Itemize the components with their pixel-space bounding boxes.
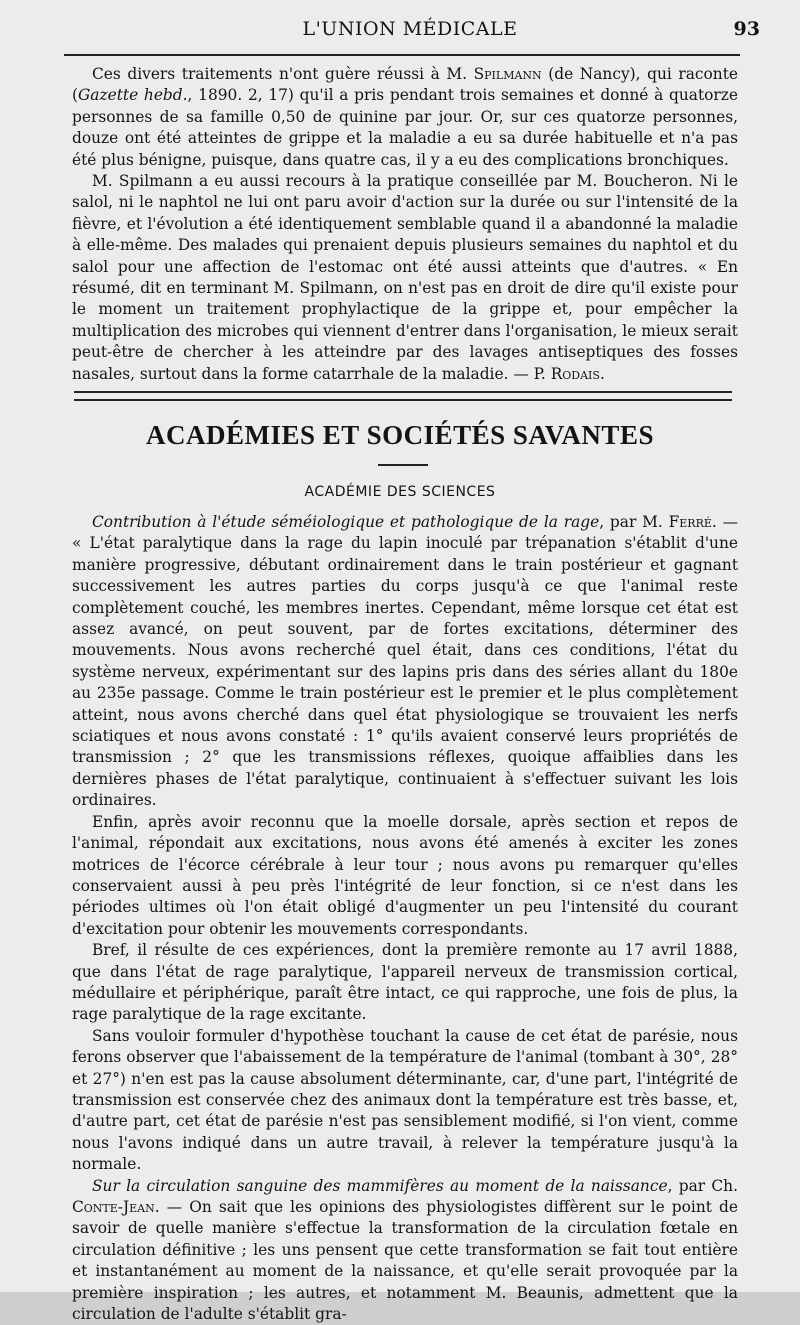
subsection-title: ACADÉMIE DES SCIENCES [304, 484, 496, 500]
text-run: Enfin, après avoir reconnu que la moelle dorsale, après section et repos de l'animal, répondait aux excitations, nous avons été amenés à exciter les zones motrices de l'écorce cérébrale à leur tour ; nous avons pu remarquer qu'elles conservaient aussi à peu près l'intégrité de leur fonction, si ce n'est dans les périodes ultimes où l'on était obligé d'augmenter un peu l'intensité du courant d'excitation pour obtenir les mouvements correspondants. [72, 812, 738, 938]
text-run: . — « L'état paralytique dans la rage du lapin inoculé par trépanation s'établit d'une manière progressive, débutant ordinairement dans le train postérieur et gagnant successivement les autres parties du corps jusqu'à ce que l'animal reste complètement couché, les membres inertes. Cependant, même lorsque cet état est assez avancé, on peut souvent, par de fortes excitations, déterminer des mouvements. Nous avons recherché quel était, dans ces conditions, l'état du système nerveux, expérimentant sur des lapins pris dans des séries allant du 180e au 235e passage. Comme le train postérieur est le premier et le plus complètement atteint, nous avons cherché dans quel état physiologique se trouvaient les nerfs sciatiques et nous avons constaté : 1° qu'ils avaient conservé leurs propriétés de transmission ; 2° que les transmissions réflexes, quoique affaiblies dans les dernières phases de l'état paralytique, continuaient à s'effectuer suivant les lois ordinaires. [72, 513, 738, 810]
section-title: ACADÉMIES ET SOCIÉTÉS SAVANTES [146, 420, 654, 450]
text-run: Sans vouloir formuler d'hypothèse touchant la cause de cet état de parésie, nous ferons observer que l'abaissement de la température de l'animal (tombant à 30°, 28° et 27°) n'en est pas la cause absolument déterminante, car, d'une part, l'intégrité de transmission est conservée chez des animaux dont la température est très basse, et, d'autre part, cet état de parésie n'est pas sensiblement modifié, si l'on vient, comme nous l'avons indiqué dans un autre travail, à relever la température jusqu'à la normale. [72, 1026, 738, 1174]
text-run: , 1890. 2, 17) qu'il a pris pendant trois semaines et donné à quatorze personnes de sa famille 0,50 de quinine par jour. Or, sur ces quatorze personnes, douze ont été atteintes de grippe et la maladie a eu sa durée habituelle et n'a pas été plus bénigne, puisque, dans quatre cas, il y a eu des complications bronchiques. [72, 86, 738, 169]
author-name-conte-jean: Conte-Jean [72, 1198, 155, 1216]
article-title-circulation: Sur la circulation sanguine des mammifères au moment de la naissance [92, 1176, 668, 1195]
journal-title: L'UNION MÉDICALE [302, 18, 518, 40]
text-run: . — On sait que les opinions des physiologistes diffèrent sur le point de savoir de quelle manière s'effectue la transformation de la circulation fœtale en circulation définitive ; les uns pensent que cette transformation se fait tout entière et instantanément au moment de la naissance, et qu'elle serait provoquée par la première inspiration ; les autres, et notamment M. Beaunis, admettent que la circulation de l'adulte s'établit gra- [72, 1198, 738, 1324]
author-name-ferre: Ferré [668, 513, 712, 531]
paragraph-circulation [72, 1176, 738, 1325]
text-run: , par M. [599, 513, 669, 531]
article-title-rage: Contribution à l'étude séméiologique et pathologique de la rage [92, 513, 600, 531]
paragraph-spilmann-conclusion [72, 171, 738, 385]
text-run: Ces divers traitements n'ont guère réussi à M. [92, 65, 474, 83]
author-name-spilmann: Spilmann [473, 65, 542, 83]
text-run: . [599, 364, 605, 383]
section-divider [74, 391, 732, 401]
page-number: 93 [733, 18, 760, 40]
paragraph-bref [72, 940, 738, 1026]
header-rule [64, 54, 740, 56]
text-run: , par Ch. [667, 1176, 738, 1195]
title-underline [378, 464, 428, 466]
paragraph-parésie [72, 1026, 738, 1176]
academy-reports [72, 512, 738, 1325]
paragraph-spilmann-quinine [72, 64, 738, 171]
paragraph-moelle-dorsale [72, 812, 738, 940]
journal-citation: Gazette hebd. [78, 86, 188, 105]
running-head [60, 18, 760, 48]
text-run: (de Nancy), qui raconte ( [72, 65, 738, 105]
paragraph-ferre-rage [72, 512, 738, 812]
author-name-rodais: Rodais [550, 364, 600, 383]
text-run: Bref, il résulte de ces expériences, dont la première remonte au 17 avril 1888, que dans l'état de rage paralytique, l'appareil nerveux de transmission cortical, médullaire et périphérique, paraît être intact, ce qui rapproche, une fois de plus, la rage paralytique de la rage excitante. [72, 941, 738, 1024]
grippe-article [72, 64, 738, 385]
text-run: M. Spilmann a eu aussi recours à la pratique conseillée par M. Boucheron. Ni le salol, ni le naphtol ne lui ont paru avoir d'action sur la durée ou sur l'intensité de la fièvre, et l'évolution a été identiquement semblable quand il a abandonné la maladie à elle-même. Des malades qui prenaient depuis plusieurs semaines du naphtol et du salol pour une affection de l'estomac ont été aussi atteints que d'autres. « En résumé, dit en terminant M. Spilmann, on n'est pas en droit de dire qu'il existe pour le moment un traitement prophylactique de la grippe et, pour empêcher la multiplication des microbes qui viennent d'entrer dans l'organisation, le mieux serait peut-être de chercher à les atteindre par des lavages antiseptiques des fosses nasales, surtout dans la forme catarrhale de la maladie. — P. [72, 172, 738, 383]
